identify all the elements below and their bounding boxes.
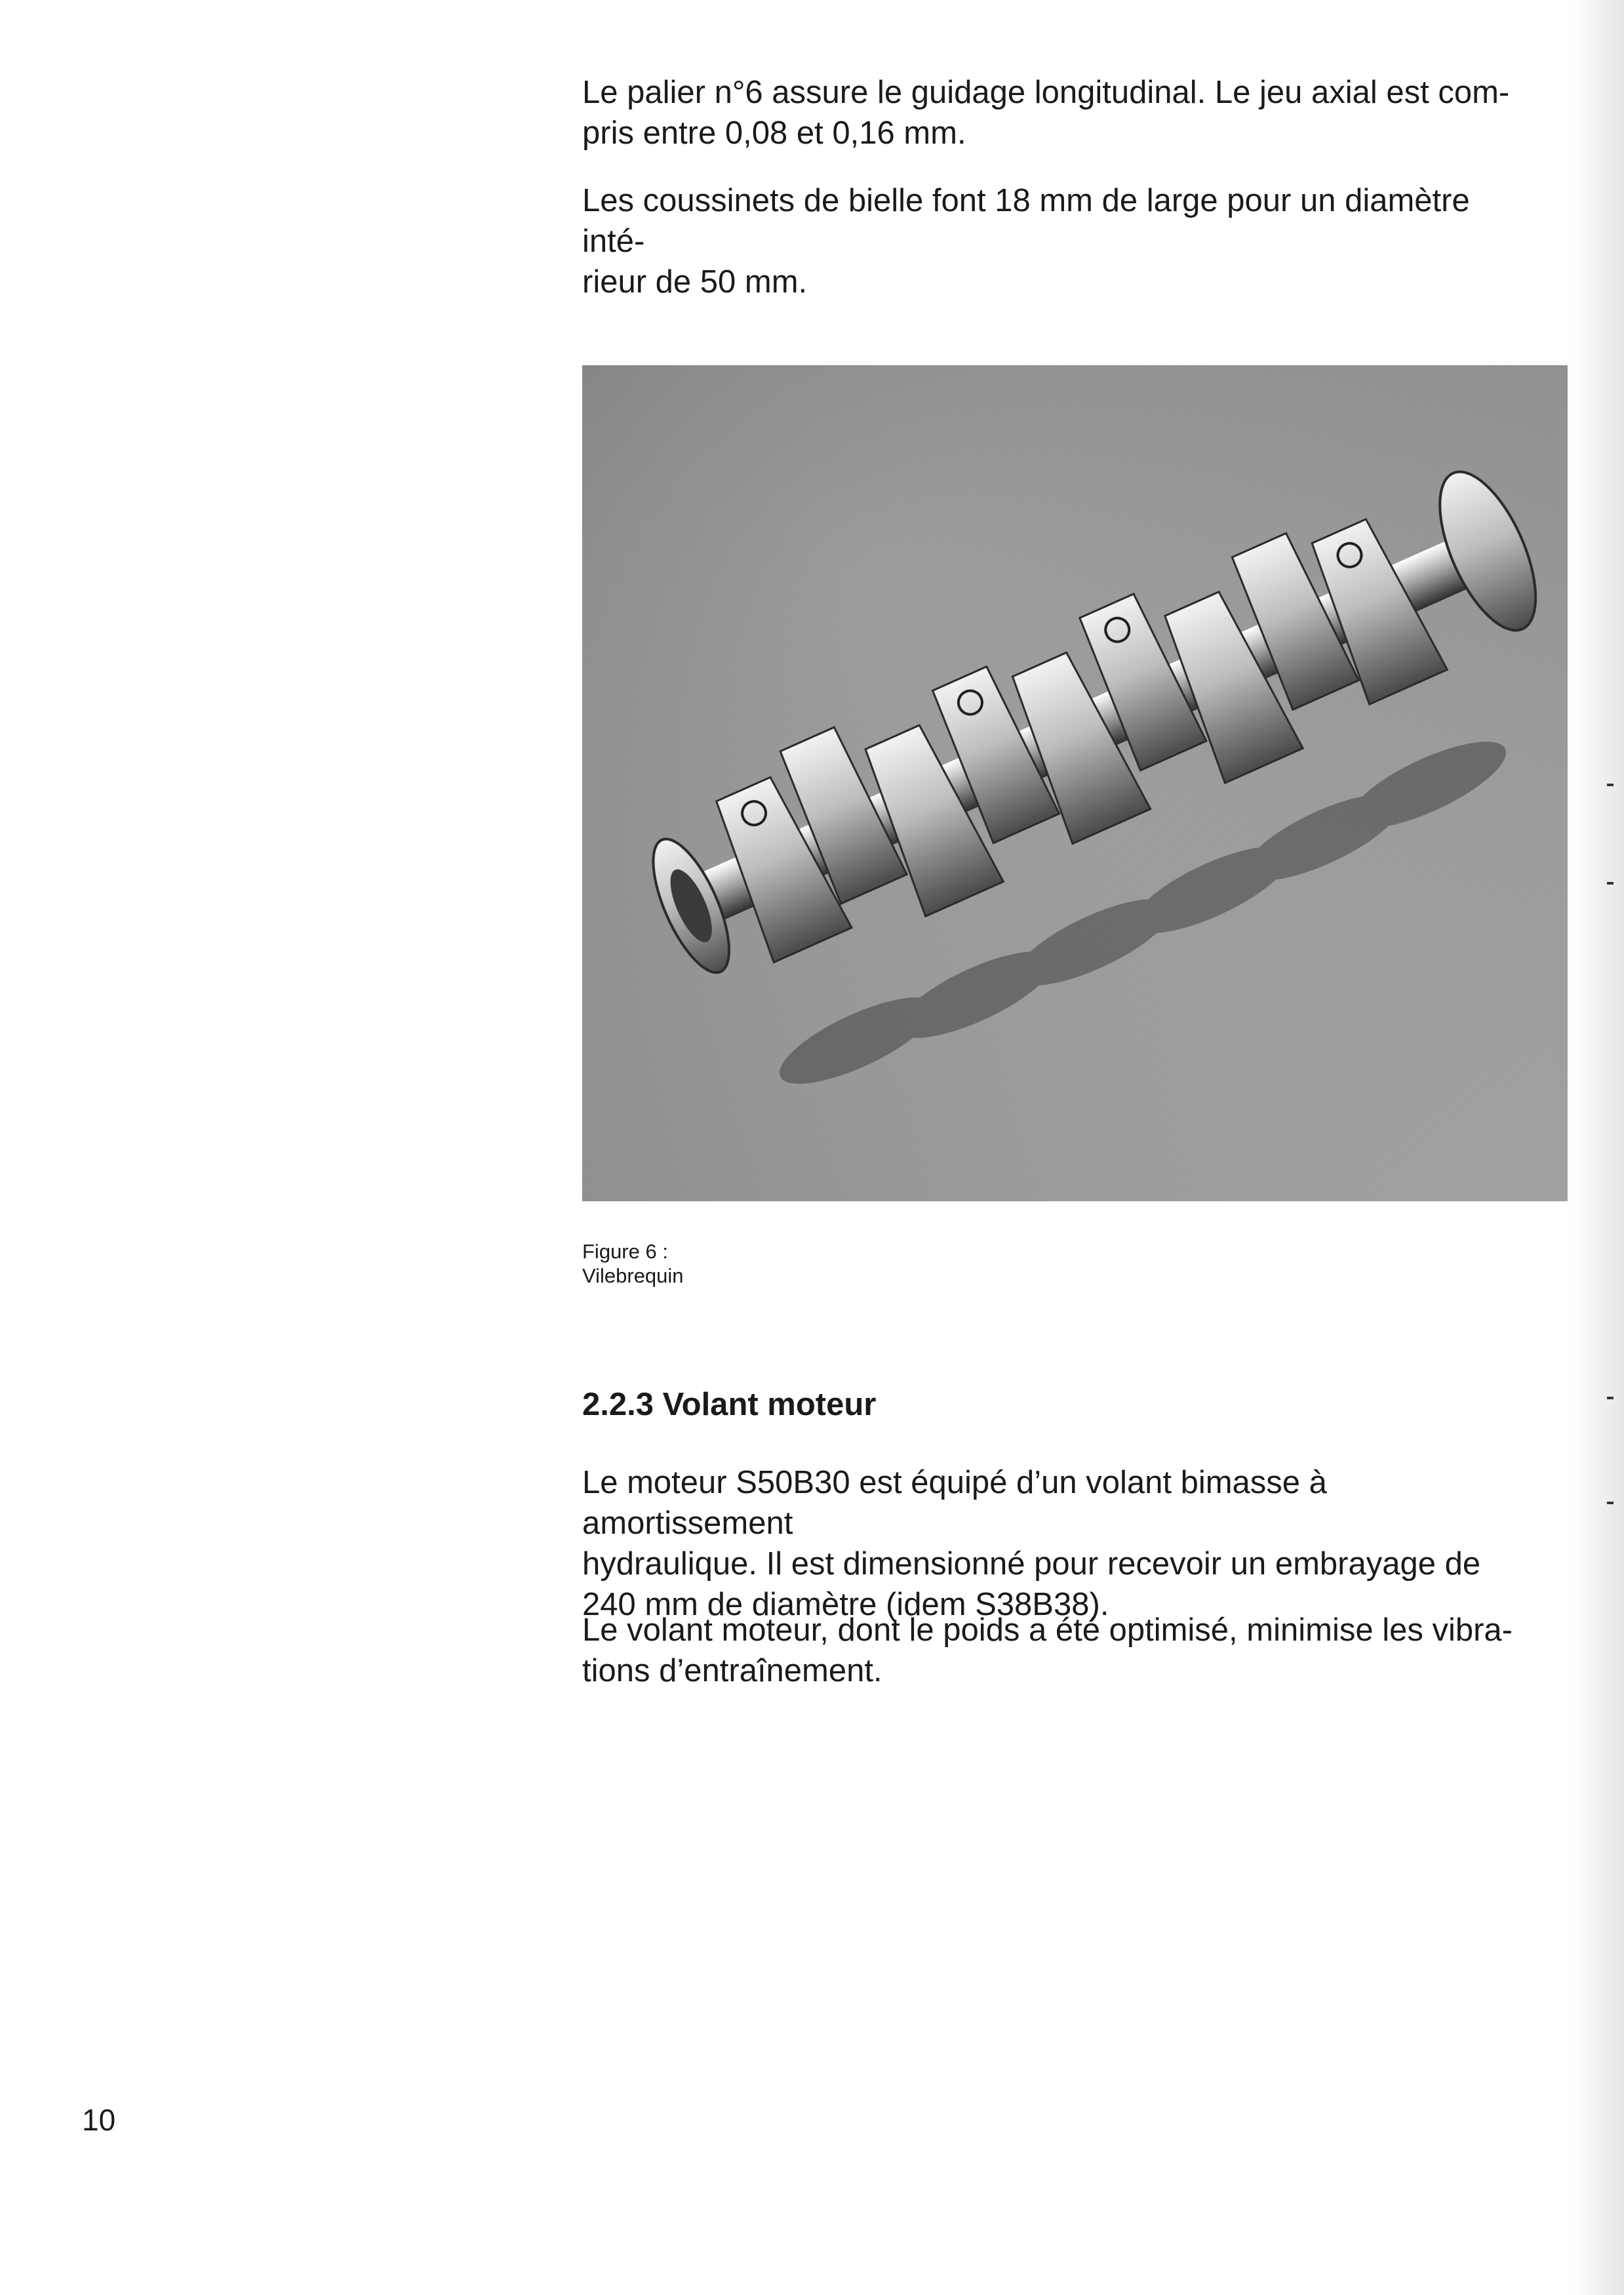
scan-mark	[1607, 1397, 1614, 1399]
intro-paragraph-bearing: Le palier n°6 assure le guidage longitudinal. Le jeu axial est com- pris entre 0,08 et 0,16 mm.	[582, 75, 1510, 151]
intro-paragraph-bushings: Les coussinets de bielle font 18 mm de large pour un diamètre inté- rieur de 50 mm.	[582, 183, 1470, 300]
crankshaft-illustration	[582, 365, 1568, 1201]
crankshaft-photo	[582, 365, 1568, 1201]
flywheel-paragraph-weight: Le volant moteur, dont le poids a été optimisé, minimise les vibra- tions d’entraînement.	[582, 1612, 1513, 1688]
scan-mark	[1607, 882, 1614, 885]
page-number: 10	[82, 2103, 116, 2137]
flywheel-paragraph-intro: Le moteur S50B30 est équipé d’un volant bimasse à amortissement hydraulique. Il est dimensionné pour recevoir un embrayage de 240 mm de diamètre (idem S38B38).	[582, 1465, 1481, 1622]
scan-edge-shadow	[1572, 0, 1624, 2295]
scan-mark	[1607, 784, 1614, 786]
scan-mark	[1607, 1502, 1614, 1504]
figure-caption: Figure 6 : Vilebrequin	[582, 1240, 684, 1287]
section-heading: 2.2.3 Volant moteur	[582, 1387, 877, 1422]
